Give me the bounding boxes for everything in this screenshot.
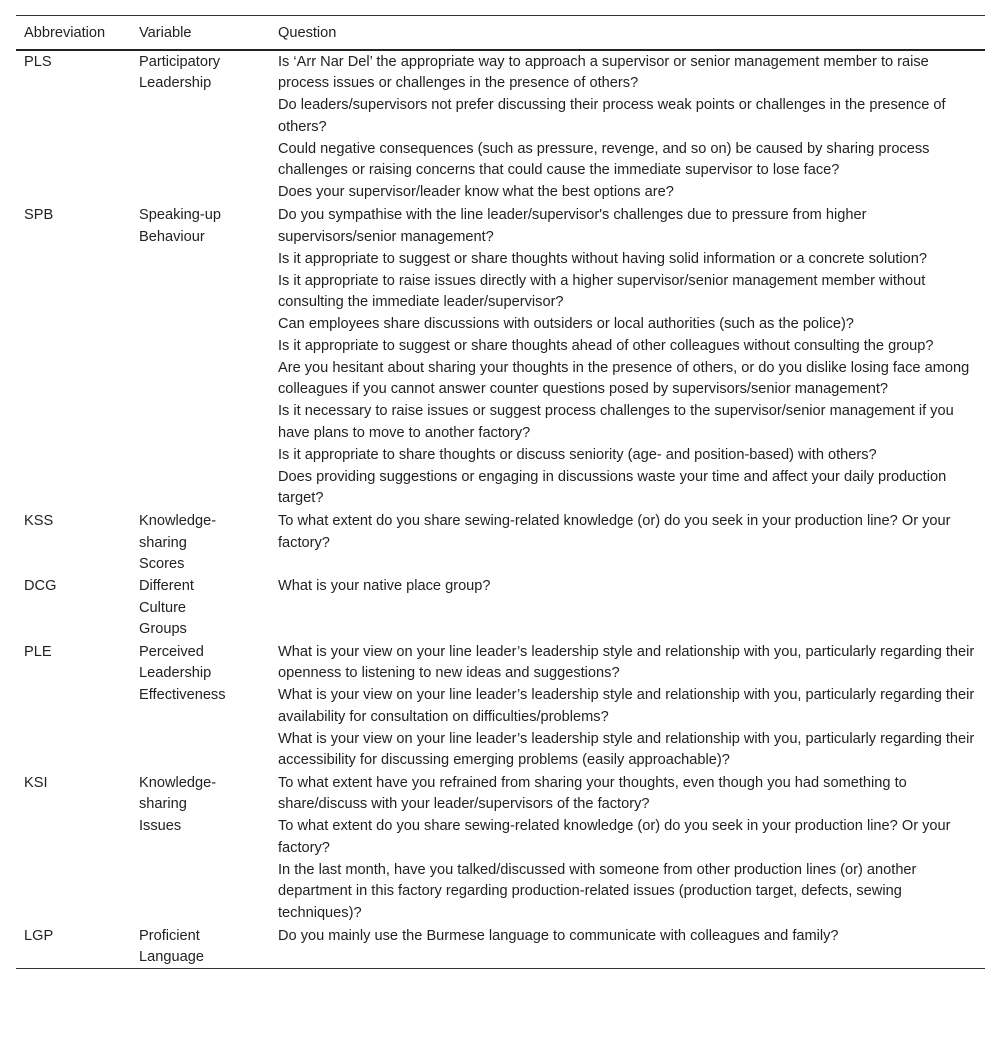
abbreviation-cell: PLS [24,54,52,70]
question-text: Is ‘Arr Nar Del’ the appropriate way to approach a supervisor or senior management member to raise process issues or challenges in the presence of others? [278,54,929,92]
question-text: Is it appropriate to suggest or share thoughts ahead of other colleagues without consulting the group? [278,338,934,355]
question-text: Could negative consequences (such as pressure, revenge, and so on) be caused by sharing process challenges or raising concerns that could cause the immediate supervisor to lose face? [278,140,930,179]
question-text: What is your view on your line leader’s leadership style and relationship with you, particularly regarding their openness to listening to new ideas and suggestions? [278,643,975,682]
variable-cell: Perceived Leadership Effectiveness [139,643,226,703]
header-question: Question [278,25,337,41]
variables-table [16,15,985,969]
question-cell [270,50,985,204]
question-text: To what extent have you refrained from sharing your thoughts, even though you had something to share/discuss with your leader/supervisors of the factory? [278,774,907,813]
question-text: Is it appropriate to suggest or share thoughts without having solid information or a concrete solution? [278,250,927,267]
abbreviation-cell: KSI [24,774,48,791]
variable-cell: Speaking-up Behaviour [139,207,221,245]
variable-cell: Different Culture Groups [139,578,194,638]
question-text: To what extent do you share sewing-related knowledge (or) do you seek in your production line? Or your factory? [278,513,951,551]
table-row [16,925,985,969]
table-header-row [16,16,985,51]
question-cell [270,510,985,575]
question-text: To what extent do you share sewing-related knowledge (or) do you seek in your production line? Or your factory? [278,818,951,856]
table-row [16,641,985,772]
table-row [16,510,985,575]
question-cell [270,575,985,640]
variable-cell: Proficient Language [139,927,204,965]
question-text: Can employees share discussions with outsiders or local authorities (such as the police)? [278,316,854,333]
question-text: Does your supervisor/leader know what the best options are? [278,184,674,201]
table-body [16,50,985,969]
abbreviation-cell: LGP [24,927,54,944]
question-text: What is your view on your line leader’s leadership style and relationship with you, particularly regarding their availability for consultation on difficulties/problems? [278,687,975,725]
abbreviation-cell: PLE [24,643,52,660]
variable-cell: Knowledge- sharing Scores [139,513,217,573]
question-text: Do leaders/supervisors not prefer discussing their process weak points or challenges in the presence of others? [278,97,946,135]
question-text: Do you sympathise with the line leader/supervisor's challenges due to pressure from higher supervisors/senior management? [278,207,867,245]
table-row [16,575,985,640]
variable-cell: Participatory Leadership [139,54,221,92]
question-text: In the last month, have you talked/discussed with someone from other production lines (or) another department in this factory regarding production-related issues (production target, defects, sewing techniques)? [278,861,917,921]
table-row [16,772,985,925]
question-text: Do you mainly use the Burmese language to communicate with colleagues and family? [278,927,839,944]
variable-cell: Knowledge- sharing Issues [139,774,217,834]
table-row [16,50,985,204]
question-text: Is it appropriate to raise issues directly with a higher supervisor/senior management member without consulting the immediate leader/supervisor? [278,272,926,311]
question-text: What is your native place group? [278,578,491,595]
table-row [16,204,985,510]
question-cell [270,925,985,969]
question-text: Are you hesitant about sharing your thoughts in the presence of others, or do you dislike losing face among colleagues if you cannot answer counter questions posed by supervisors/senior management? [278,360,970,398]
abbreviation-cell: SPB [24,207,54,224]
question-cell [270,641,985,772]
header-variable: Variable [139,25,192,41]
question-text: Is it appropriate to share thoughts or discuss seniority (age- and position-based) with others? [278,446,877,463]
question-text: What is your view on your line leader’s leadership style and relationship with you, particularly regarding their accessibility for discussing emerging problems (easily approachable)? [278,730,975,768]
question-text: Does providing suggestions or engaging in discussions waste your time and affect your daily production target? [278,468,947,507]
abbreviation-cell: KSS [24,513,54,530]
question-cell [270,204,985,510]
abbreviation-cell: DCG [24,578,57,595]
question-cell [270,772,985,925]
header-abbreviation: Abbreviation [24,25,106,41]
question-text: Is it necessary to raise issues or suggest process challenges to the supervisor/senior management if you have plans to move to another factory? [278,403,954,441]
